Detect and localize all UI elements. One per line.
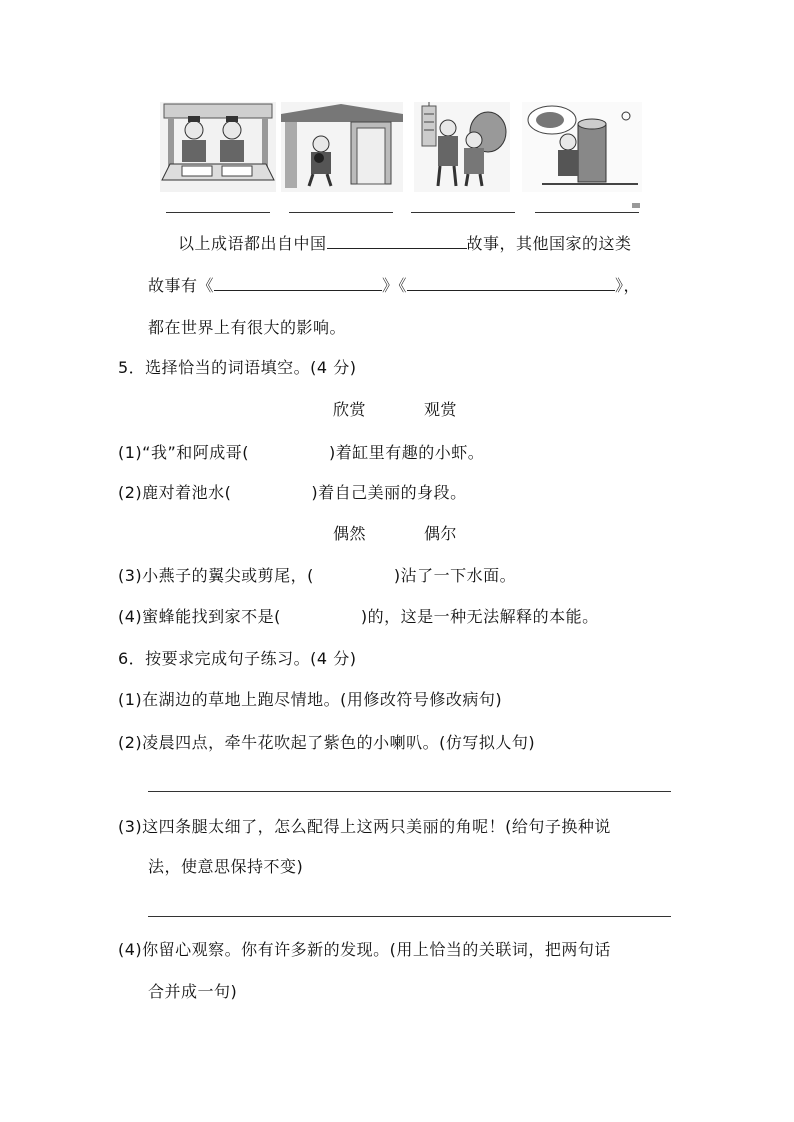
q6-title: 6．按要求完成句子练习。(4 分) bbox=[118, 649, 357, 668]
book-title-blank-1[interactable] bbox=[214, 276, 382, 291]
q6-item-4-cont: 合并成一句) bbox=[148, 982, 238, 1001]
q5-item-2-before: (2)鹿对着池水( bbox=[118, 483, 232, 502]
q5-item-4-before: (4)蜜蜂能找到家不是( bbox=[118, 607, 281, 626]
q5-item-3-before: (3)小燕子的翼尖或剪尾，( bbox=[118, 566, 314, 585]
picture-answer-line-4[interactable] bbox=[535, 212, 639, 213]
passage-line-1-before: 以上成语都出自中国 bbox=[178, 234, 327, 253]
q5-item-1-after: )着缸里有趣的小虾。 bbox=[329, 443, 485, 462]
q5-item-3 bbox=[118, 566, 516, 586]
option-ouran: 偶然 bbox=[333, 524, 367, 543]
passage-line-2-after: 》， bbox=[615, 276, 641, 295]
q5-options-a bbox=[333, 400, 457, 420]
q5-title: 5．选择恰当的词语填空。(4 分) bbox=[118, 358, 357, 377]
q5-item-4-after: )的，这是一种无法解释的本能。 bbox=[360, 607, 599, 626]
q6-answer-line-3[interactable] bbox=[148, 916, 671, 917]
option-ouer: 偶尔 bbox=[424, 524, 458, 543]
q5-item-3-after: )沾了一下水面。 bbox=[393, 566, 517, 585]
passage-line-2 bbox=[148, 276, 640, 296]
q6-answer-line-2[interactable] bbox=[148, 791, 671, 792]
passage-line-2-middle: 》《 bbox=[382, 276, 408, 295]
option-guanshang: 观赏 bbox=[424, 400, 458, 419]
q6-item-1: (1)在湖边的草地上跑尽情地。(用修改符号修改病句) bbox=[118, 690, 503, 709]
idiom-picture-3 bbox=[414, 102, 510, 192]
q5-item-1-before: (1)“我”和阿成哥( bbox=[118, 443, 249, 462]
book-title-blank-2[interactable] bbox=[407, 276, 615, 291]
passage-line-2-before: 故事有《 bbox=[148, 276, 215, 295]
q5-item-4 bbox=[118, 607, 599, 627]
q5-item-2 bbox=[118, 483, 467, 503]
picture-answer-line-2[interactable] bbox=[289, 212, 393, 213]
q5-item-2-after: )着自己美丽的身段。 bbox=[311, 483, 467, 502]
picture-answer-line-1[interactable] bbox=[166, 212, 270, 213]
q6-item-4: (4)你留心观察。你有许多新的发现。(用上恰当的关联词，把两句话 bbox=[118, 940, 611, 959]
country-blank[interactable] bbox=[327, 234, 467, 249]
picture-line-end-mark bbox=[632, 203, 640, 208]
passage-line-1-after: 故事，其他国家的这类 bbox=[466, 234, 632, 253]
q5-options-b bbox=[333, 524, 457, 544]
q6-item-3: (3)这四条腿太细了，怎么配得上这两只美丽的角呢！(给句子换种说 bbox=[118, 817, 611, 836]
idiom-picture-4 bbox=[522, 102, 642, 192]
q6-item-2: (2)凌晨四点，牵牛花吹起了紫色的小喇叭。(仿写拟人句) bbox=[118, 733, 536, 752]
option-xinshang: 欣赏 bbox=[333, 400, 367, 419]
q6-item-3-cont: 法，使意思保持不变) bbox=[148, 857, 304, 876]
passage-line-3: 都在世界上有很大的影响。 bbox=[148, 318, 347, 337]
q5-item-1 bbox=[118, 443, 484, 463]
passage-line-1 bbox=[178, 234, 632, 254]
idiom-picture-2 bbox=[281, 102, 403, 192]
idiom-picture-1 bbox=[160, 102, 276, 192]
picture-answer-line-3[interactable] bbox=[411, 212, 515, 213]
